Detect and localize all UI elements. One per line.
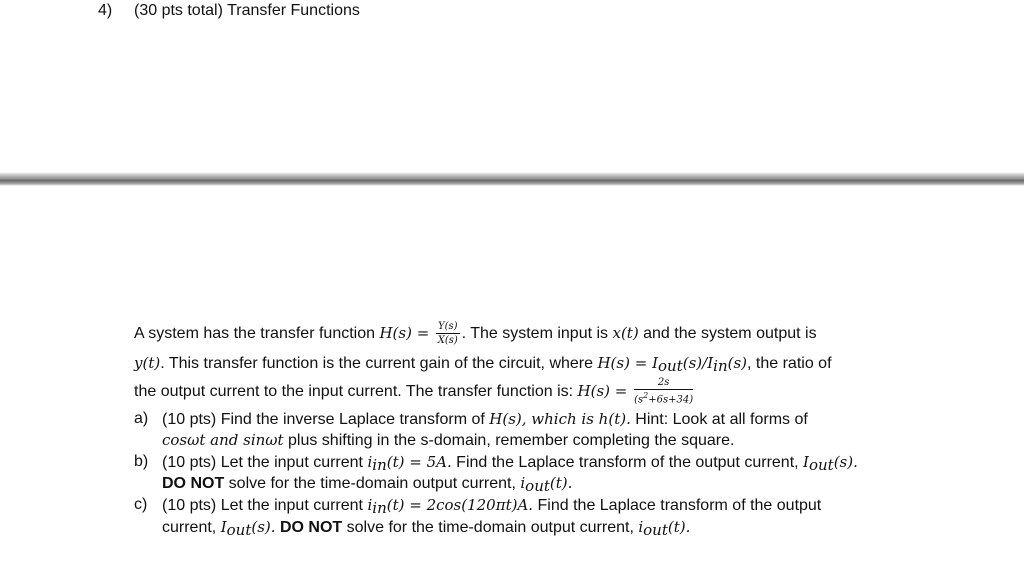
transfer-function-fraction: $\frac{2s}{(s^2+6s+34)}$ bbox=[634, 377, 694, 406]
intro-line-3: the output current to the input current. The transfer function is: H(s) = $\frac{2s}{(s^2+6s+34)}$ bbox=[134, 377, 694, 406]
problem-title: (30 pts total) Transfer Functions bbox=[134, 2, 360, 19]
intro-line-2: y(t). This transfer function is the current gain of the circuit, where $H(s) = I_{out}(s)/I_{in}(s)$, the ratio of bbox=[134, 354, 832, 375]
part-a-line-2: cosωt and sinωt plus shifting in the s-domain, remember completing the square. bbox=[162, 431, 735, 449]
part-c-label: c) bbox=[134, 496, 148, 513]
section-divider bbox=[0, 172, 1024, 186]
part-b-line-2: DO NOT solve for the time-domain output current, $i_{out}(t)$. bbox=[162, 474, 573, 495]
part-c-line-2: current, $I_{out}(s)$. DO NOT solve for the time-domain output current, $i_{out}(t)$. bbox=[162, 518, 691, 539]
intro-line-1: A system has the transfer function H(s) = $\frac{Y(s)}{X(s)}$ . The system input is x(t) and the system output is bbox=[134, 321, 817, 346]
part-b-line-1: (10 pts) Let the input current $i_{in}(t) = 5A$. Find the Laplace transform of the output current, $I_{out}(s)$. bbox=[162, 453, 858, 474]
part-c-line-1: (10 pts) Let the input current $i_{in}(t) = 2\cos(120\pi t)A$. Find the Laplace transform of the output bbox=[162, 496, 822, 517]
problem-number: 4) bbox=[98, 2, 113, 19]
part-a-line-1: (10 pts) Find the inverse Laplace transform of H(s), which is h(t). Hint: Look at all forms of bbox=[162, 410, 808, 428]
part-a-label: a) bbox=[134, 410, 149, 427]
part-b-label: b) bbox=[134, 453, 149, 470]
fraction-y-over-x: $\frac{Y(s)}{X(s)}$ bbox=[437, 321, 458, 346]
